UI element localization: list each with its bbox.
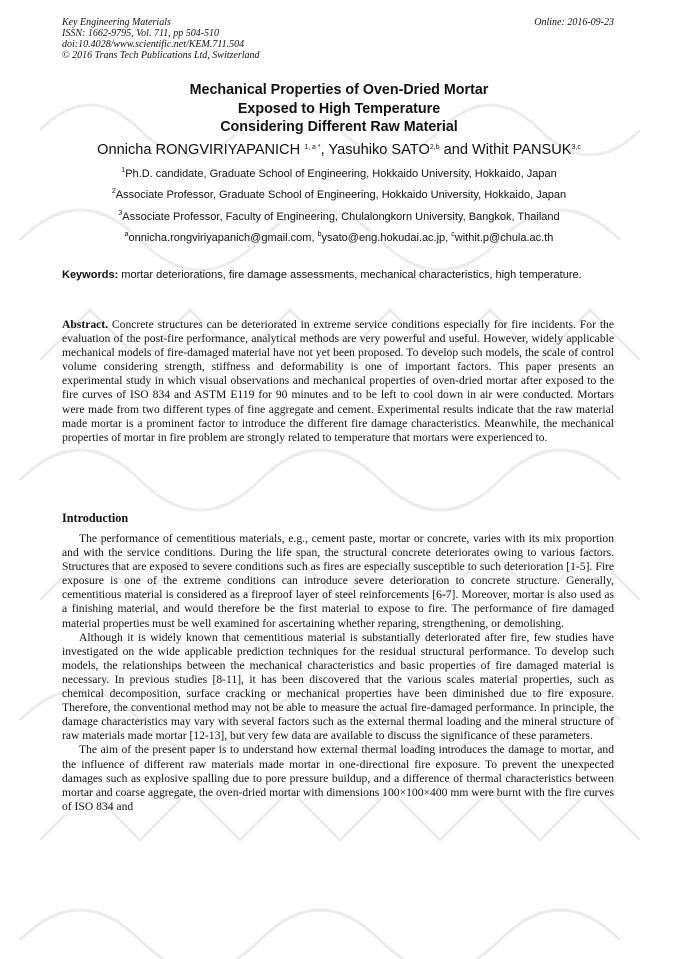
paragraph: The performance of cementitious materials, e.g., cement paste, mortar or concrete, varies with its mix proportion and with the service conditions. During the life span, the structural concrete deteriorates owing to various factors. Structures that are exposed to severe conditions such as fires are especially susceptible to such deterioration [1-5]. Fire exposure is one of the extreme conditions can introduce severe deterioration to concrete structure. Generally, cementitious material is considered as a fireproof layer of steel reinforcements [6-7]. Moreover, mortar is also used as a finishing material, and would therefore be the first material to expose to fire. The performance of fire damaged material properties must be well examined for ascertaining whether reparing, strengthening, or demolishing. <box>62 532 614 630</box>
paragraph: The aim of the present paper is to understand how external thermal loading introduces the damage to mortar, and the influence of different raw materials made mortar in one-directional fire exposure. To prevent the unexpected damages such as explosive spalling due to pore pressure buildup, and a difference of thermal characteristics between mortar and coarse aggregate, the oven-dried mortar with dimensions 100×100×400 mm were burnt with the fire curves of ISO 834 and <box>62 743 614 813</box>
affiliation-line <box>0 210 678 231</box>
author-name: Withit PANSUK <box>472 142 572 158</box>
affiliation-text: Associate Professor, Faculty of Engineering, Chulalongkorn University, Bangkok, Thailand <box>122 210 560 223</box>
journal-copyright: © 2016 Trans Tech Publications Ltd, Switzerland <box>62 50 260 61</box>
email-marker: b <box>317 230 322 238</box>
journal-issn: ISSN: 1662-9795, Vol. 711, pp 504-510 <box>62 28 220 39</box>
affiliation-line <box>0 167 678 188</box>
email-line <box>0 231 678 252</box>
title-line: Considering Different Raw Material <box>220 119 458 135</box>
email-address: onnicha.rongviriyapanich@gmail.com, <box>128 231 318 244</box>
keywords-label: Keywords: <box>62 269 119 281</box>
email-address: ysato@eng.hokudai.ac.jp, <box>321 231 452 244</box>
affiliation-block <box>0 167 678 252</box>
affiliation-marker: 3 <box>118 209 123 217</box>
abstract-text: Concrete structures can be deteriorated in extreme service conditions especially for fire incidents. For the evaluation of the post-fire performance, analytical methods are very powerful and useful. However, widely applicable mechanical models of fire-damaged material have not yet been proposed. To develop such models, the scale of control volume considering strength, stiffness and deformability is one of important factors. This paper presents an experimental study in which visual observations and mechanical properties of oven-dried mortar after exposed to the fire curves of ISO 834 and ASTM E119 for 90 minutes and to be left to cool down in air were conducted. Mortars were made from two different types of fine aggregate and cement. Experimental results indicate that the raw material made mortar is a prominent factor to introduce the different fire damage characteristics. Meanwhile, the mechanical properties of mortar in fire problem are strongly related to temperature that mortars were experienced to. <box>62 318 614 444</box>
title-line: Mechanical Properties of Oven-Dried Mortar <box>189 82 489 98</box>
keywords-block <box>62 268 614 282</box>
author-separator: and <box>439 142 473 158</box>
author-name: Onnicha RONGVIRIYAPANICH <box>97 142 305 158</box>
affiliation-marker: 1 <box>121 167 126 174</box>
author-affiliation-marker: 3,c <box>571 144 581 151</box>
abstract-block <box>62 318 614 445</box>
author-name: Yasuhiko SATO <box>328 142 430 158</box>
author-affiliation-marker: 1, a * <box>304 144 321 151</box>
email-marker: a <box>124 230 129 238</box>
email-marker: c <box>451 230 455 238</box>
online-date: Online: 2016-09-23 <box>534 17 614 28</box>
affiliation-line <box>0 188 678 209</box>
introduction-body <box>62 532 614 814</box>
author-list <box>0 141 678 159</box>
author-affiliation-marker: 2,b <box>429 144 440 151</box>
keywords-text: mortar deteriorations, fire damage assessments, mechanical characteristics, high temperature. <box>118 269 582 281</box>
affiliation-text: Associate Professor, Graduate School of Engineering, Hokkaido University, Hokkaido, Japan <box>115 189 567 202</box>
author-separator: , <box>320 142 329 158</box>
paper-title <box>0 81 678 137</box>
journal-name: Key Engineering Materials <box>62 17 171 28</box>
affiliation-text: Ph.D. candidate, Graduate School of Engineering, Hokkaido University, Hokkaido, Japan <box>125 168 557 180</box>
abstract-label: Abstract. <box>62 318 109 331</box>
paragraph: Although it is widely known that cementitious material is substantially deteriorated after fire, few studies have investigated on the wide applicable prediction techniques for the residual structural performance. To develop such models, the relationships between the mechanical characteristics and basic properties of fire damaged material is necessary. In previous studies [8-11], it has been discovered that the various scales material properties, such as chemical decomposition, surface cracking or mechanical properties have been diminished due to fire exposure. Therefore, the conventional method may not be able to measure the actual fire-damaged performance. In principle, the damage characteristics may vary with several factors such as the external thermal loading and the mineral structure of raw materials made mortar [12-13], but very few data are available to discuss the significance of these parameters. <box>62 630 614 743</box>
affiliation-marker: 2 <box>111 188 116 196</box>
journal-doi: doi:10.4028/www.scientific.net/KEM.711.504 <box>62 39 245 50</box>
title-line: Exposed to High Temperature <box>237 100 441 117</box>
introduction-heading: Introduction <box>62 511 129 525</box>
journal-header <box>62 17 260 61</box>
email-address: withit.p@chula.ac.th <box>454 231 554 244</box>
